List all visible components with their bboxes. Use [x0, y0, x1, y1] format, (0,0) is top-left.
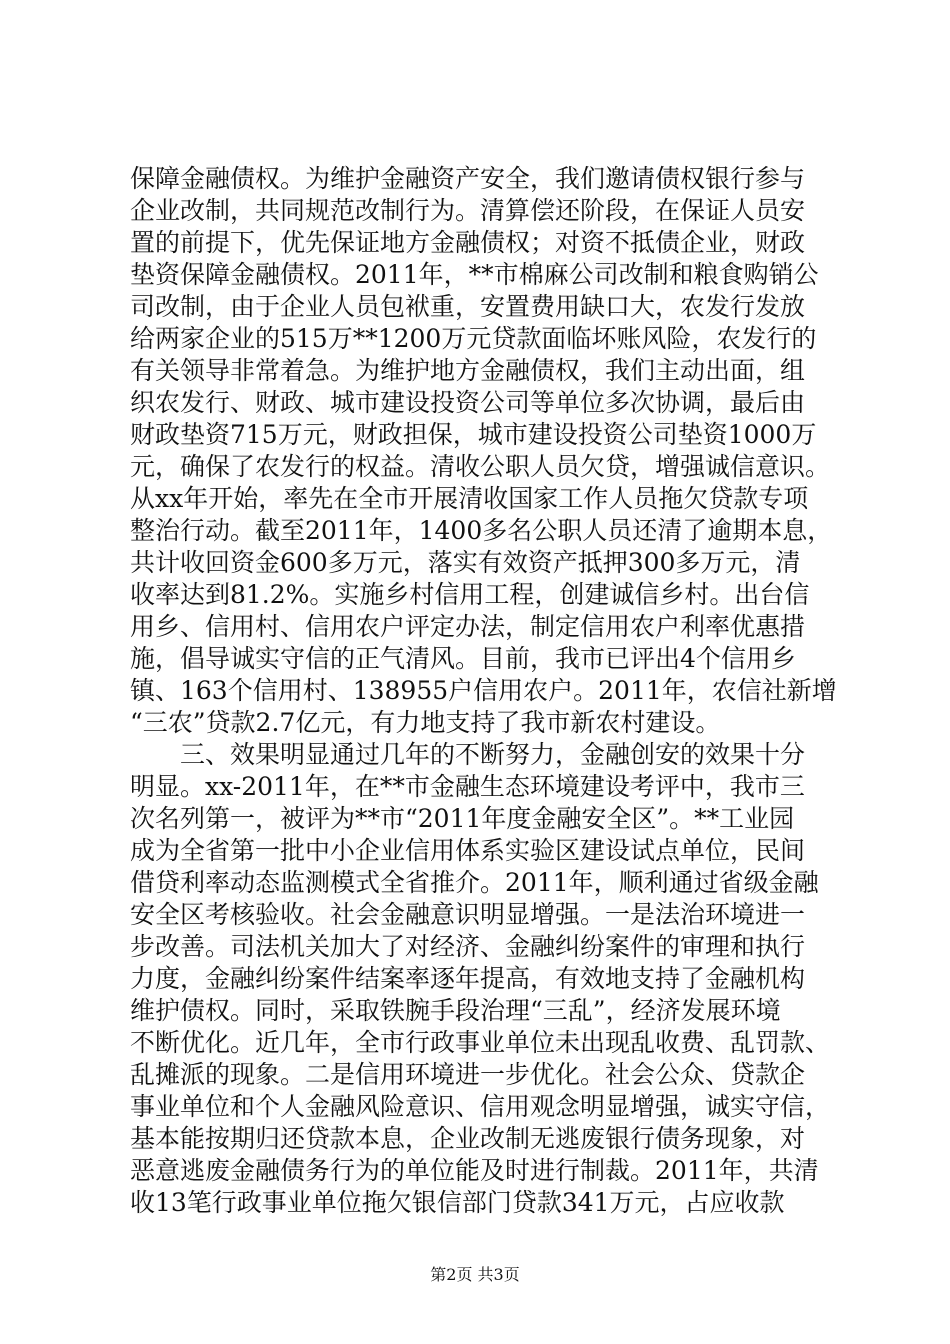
- page-footer: 第2页 共3页: [430, 1265, 520, 1284]
- text-line: “三农”贷款2.7亿元，有力地支持了我市新农村建设。: [130, 708, 721, 737]
- text-line: 司改制，由于企业人员包袱重，安置费用缺口大，农发行发放: [130, 292, 806, 321]
- text-line: 镇、163个信用村、138955户信用农户。2011年，农信社新增: [130, 676, 837, 705]
- text-line: 施，倡导诚实守信的正气清风。目前，我市已评出4个信用乡: [130, 644, 796, 673]
- text-line: 成为全省第一批中小企业信用体系实验区建设试点单位，民间: [130, 836, 806, 865]
- text-line: 次名列第一，被评为**市“2011年度金融安全区”。**工业园: [130, 804, 795, 833]
- text-line: 步改善。司法机关加大了对经济、金融纠纷案件的审理和执行: [130, 932, 806, 961]
- text-line: 乱摊派的现象。二是信用环境进一步优化。社会公众、贷款企: [130, 1060, 806, 1089]
- text-line: 安全区考核验收。社会金融意识明显增强。一是法治环境进一: [130, 900, 806, 929]
- text-line: 用乡、信用村、信用农户评定办法，制定信用农户利率优惠措: [130, 612, 806, 641]
- text-line: 借贷利率动态监测模式全省推介。2011年，顺利通过省级金融: [130, 868, 819, 897]
- text-line: 有关领导非常着急。为维护地方金融债权，我们主动出面，组: [130, 356, 806, 385]
- text-line: 垫资保障金融债权。2011年，**市棉麻公司改制和粮食购销公: [130, 260, 819, 289]
- text-line: 保障金融债权。为维护金融资产安全，我们邀请债权银行参与: [130, 164, 806, 193]
- text-line: 收13笔行政事业单位拖欠银信部门贷款341万元，占应收款: [130, 1188, 785, 1217]
- text-line: 基本能按期归还贷款本息，企业改制无逃废银行债务现象，对: [130, 1124, 806, 1153]
- text-line: 给两家企业的515万**1200万元贷款面临坏账风险，农发行的: [130, 324, 817, 353]
- text-line: 整治行动。截至2011年，1400多名公职人员还清了逾期本息，: [130, 516, 833, 545]
- text-line: 明显。xx-2011年，在**市金融生态环境建设考评中，我市三: [130, 772, 805, 801]
- text-line: 财政垫资715万元，财政担保，城市建设投资公司垫资1000万: [130, 420, 817, 449]
- text-line: 收率达到81.2%。实施乡村信用工程，创建诚信乡村。出台信: [130, 580, 810, 609]
- text-line: 维护债权。同时，采取铁腕手段治理“三乱”，经济发展环境: [130, 996, 781, 1025]
- text-line: 织农发行、财政、城市建设投资公司等单位多次协调，最后由: [130, 388, 806, 417]
- paragraph-heading: 三、效果明显通过几年的不断努力，金融创安的效果十分: [180, 740, 806, 769]
- text-line: 置的前提下，优先保证地方金融债权；对资不抵债企业，财政: [130, 228, 806, 257]
- text-line: 不断优化。近几年，全市行政事业单位未出现乱收费、乱罚款、: [130, 1028, 831, 1057]
- text-line: 力度，金融纠纷案件结案率逐年提高，有效地支持了金融机构: [130, 964, 806, 993]
- text-line: 恶意逃废金融债务行为的单位能及时进行制裁。2011年，共清: [130, 1156, 819, 1185]
- text-line: 企业改制，共同规范改制行为。清算偿还阶段，在保证人员安: [130, 196, 806, 225]
- text-line: 共计收回资金600多万元，落实有效资产抵押300多万元，清: [130, 548, 801, 577]
- text-line: 元，确保了农发行的权益。清收公职人员欠贷，增强诚信意识。: [130, 452, 831, 481]
- text-line: 从xx年开始，率先在全市开展清收国家工作人员拖欠贷款专项: [130, 484, 809, 513]
- text-line: 事业单位和个人金融风险意识、信用观念明显增强，诚实守信，: [130, 1092, 831, 1121]
